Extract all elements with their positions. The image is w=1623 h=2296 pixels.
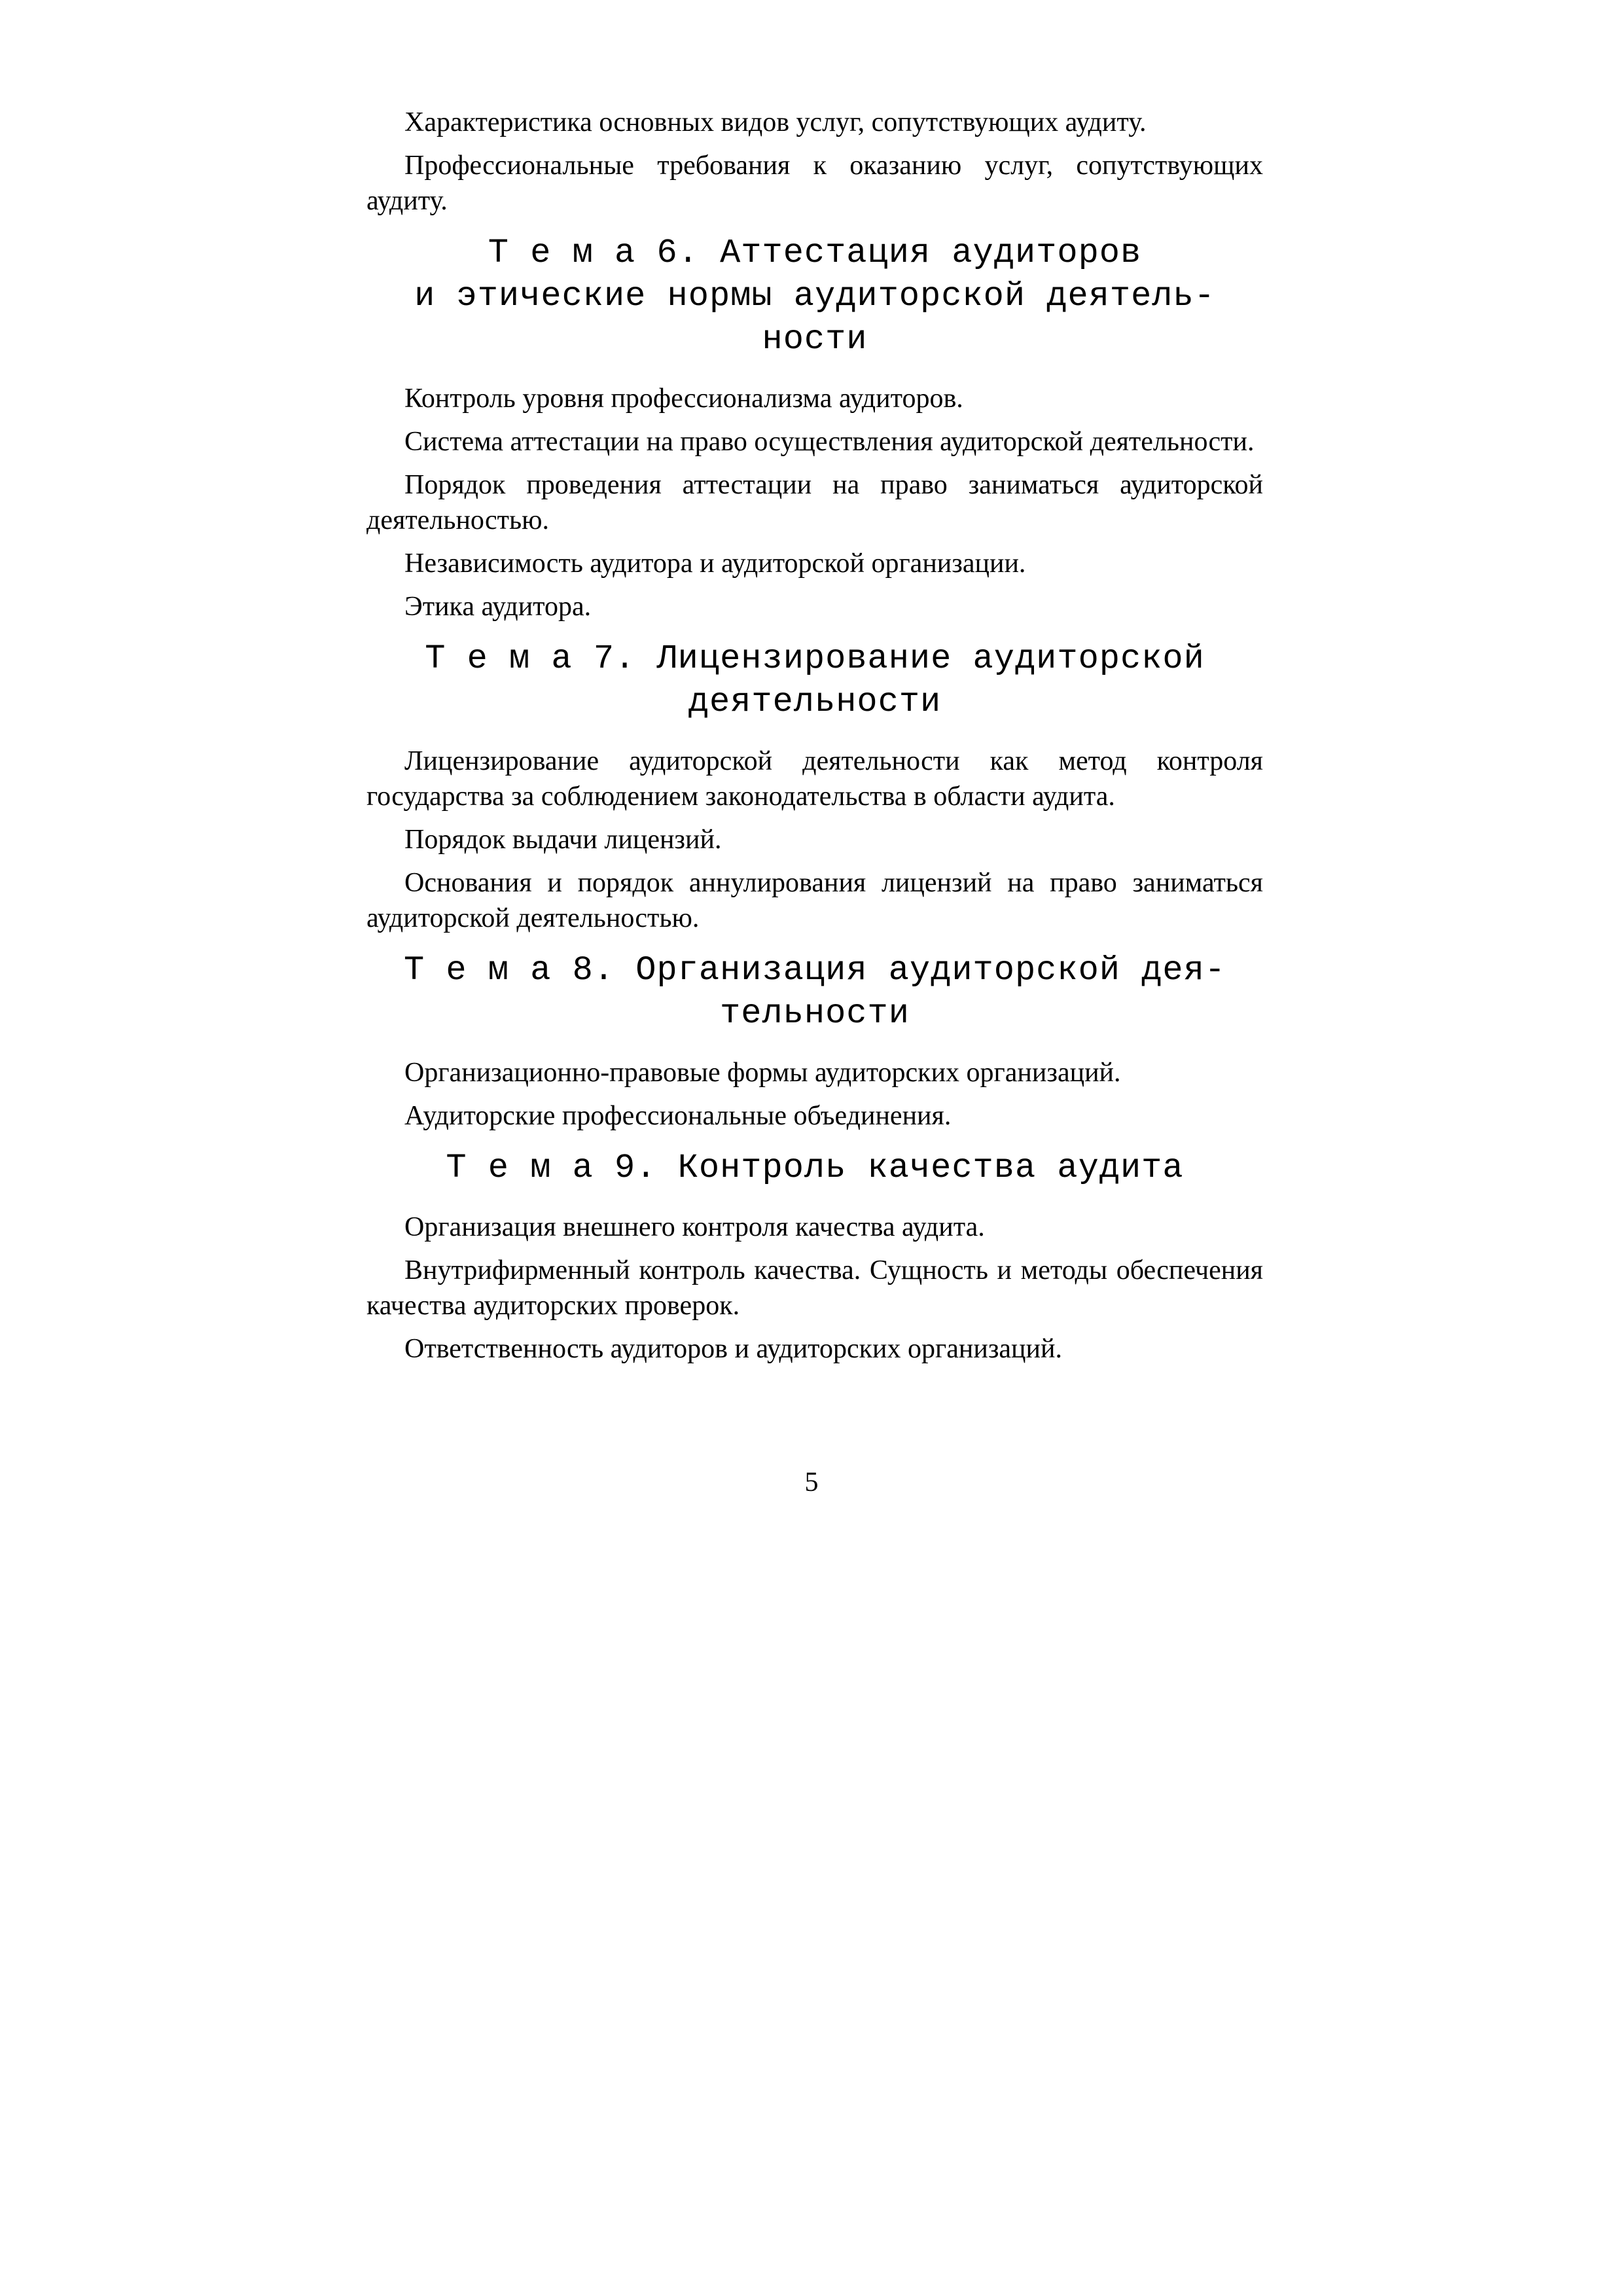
topic-6-heading xyxy=(366,232,1263,361)
topic-8-title-line-1: Организация аудиторской дея- xyxy=(635,951,1226,990)
topic-8-heading xyxy=(366,949,1263,1035)
topic-7-label: Т е м а 7. xyxy=(425,639,636,678)
document-page xyxy=(366,105,1263,1374)
paragraph: Основания и порядок аннулирования лицензий на право заниматься аудиторской деятельностью. xyxy=(366,868,1263,933)
paragraph: Лицензирование аудиторской деятельности как метод контроля государства за соблюдением законодательства в области аудита. xyxy=(366,746,1263,812)
paragraph: Контроль уровня профессионализма аудиторов. xyxy=(404,384,963,414)
topic-6-title-line-1: Аттестация аудиторов xyxy=(720,234,1142,272)
topic-9-heading xyxy=(366,1147,1263,1190)
paragraph: Организационно-правовые формы аудиторских организаций. xyxy=(404,1058,1121,1088)
paragraph: Аудиторские профессиональные объединения. xyxy=(404,1101,952,1131)
topic-8-label: Т е м а 8. xyxy=(403,951,615,990)
paragraph: Внутрифирменный контроль качества. Сущность и методы обеспечения качества аудиторских проверок. xyxy=(366,1255,1263,1321)
paragraph: Этика аудитора. xyxy=(404,592,592,622)
paragraph: Характеристика основных видов услуг, сопутствующих аудиту. xyxy=(404,107,1147,137)
topic-7-title-line-2: деятельности xyxy=(688,683,942,721)
topic-9-label: Т е м а 9. xyxy=(446,1149,657,1187)
topic-6-title-line-2: и этические нормы аудиторской деятель- xyxy=(414,277,1215,315)
paragraph: Порядок проведения аттестации на право заниматься аудиторской деятельностью. xyxy=(366,470,1263,535)
topic-6-title-line-3: ности xyxy=(762,320,868,359)
paragraph: Порядок выдачи лицензий. xyxy=(404,825,722,855)
paragraph: Ответственность аудиторов и аудиторских организаций. xyxy=(404,1334,1062,1364)
paragraph: Организация внешнего контроля качества аудита. xyxy=(404,1212,985,1242)
topic-8-title-line-2: тельности xyxy=(720,994,910,1033)
paragraph: Независимость аудитора и аудиторской организации. xyxy=(404,548,1026,579)
topic-6-label: Т е м а 6. xyxy=(488,234,699,272)
paragraph: Система аттестации на право осуществления аудиторской деятельности. xyxy=(404,427,1255,457)
topic-9-title-line-1: Контроль качества аудита xyxy=(677,1149,1184,1187)
topic-7-title-line-1: Лицензирование аудиторской xyxy=(656,639,1205,678)
topic-7-heading xyxy=(366,637,1263,724)
page-number: 5 xyxy=(804,1467,819,1498)
paragraph: Профессиональные требования к оказанию услуг, сопутствующих аудиту. xyxy=(366,151,1263,216)
